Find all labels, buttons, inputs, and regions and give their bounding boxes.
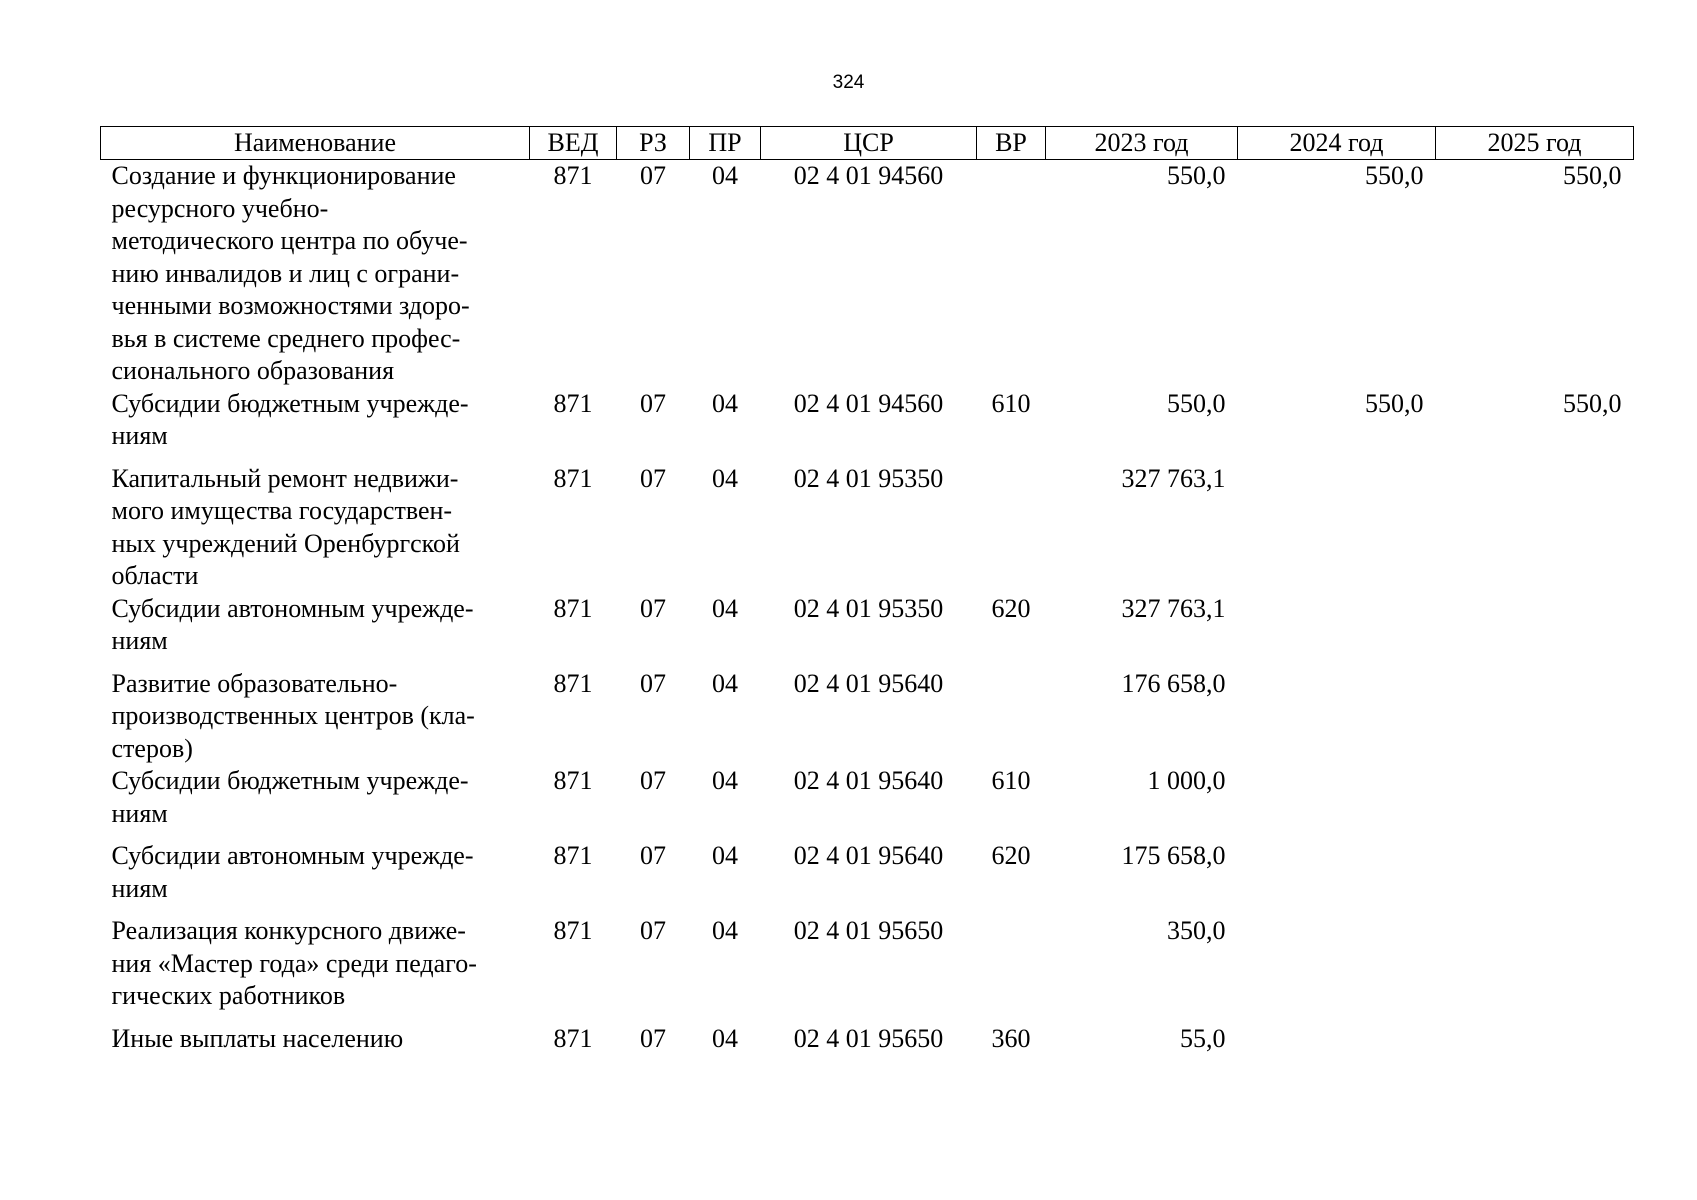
table-row (101, 1023, 1634, 1066)
row-csr: 02 4 01 95350 (793, 463, 944, 493)
row-csr: 02 4 01 94560 (793, 161, 944, 190)
row-2024 (1238, 593, 1436, 668)
row-rz: 07 (640, 916, 666, 945)
row-csr: 02 4 01 95640 (793, 766, 944, 795)
row-csr: 02 4 01 95650 (793, 916, 944, 945)
header-name: Наименование (101, 127, 530, 160)
row-2025: 550,0 (1563, 161, 1622, 190)
row-ved: 871 (553, 388, 593, 418)
row-ved: 871 (553, 463, 593, 493)
row-rz: 07 (640, 388, 666, 418)
row-vr: 620 (991, 841, 1031, 870)
row-name: Развитие образовательно- производственных центров (кла- стеров) (111, 668, 475, 763)
row-vr (977, 668, 1046, 766)
row-pr: 04 (712, 841, 738, 870)
table-row (101, 915, 1634, 1023)
row-vr: 360 (991, 1023, 1031, 1053)
row-name: Субсидии автономным учрежде- ниям (111, 593, 474, 655)
row-2023: 327 763,1 (1121, 593, 1226, 623)
row-2025 (1436, 593, 1634, 668)
table-row (101, 463, 1634, 593)
row-2024 (1238, 840, 1436, 915)
row-vr: 610 (991, 766, 1031, 795)
row-2023: 176 658,0 (1121, 668, 1226, 698)
row-2025: 550,0 (1563, 388, 1622, 418)
row-2024 (1238, 1023, 1436, 1066)
row-csr: 02 4 01 95350 (793, 593, 944, 623)
row-2025 (1436, 915, 1634, 1023)
row-2024 (1238, 463, 1436, 593)
row-vr: 620 (991, 593, 1031, 623)
row-ved: 871 (553, 1023, 593, 1053)
row-pr: 04 (712, 916, 738, 945)
row-name: Иные выплаты населению (111, 1023, 404, 1053)
row-2024 (1238, 668, 1436, 766)
row-name: Капитальный ремонт недвижи- мого имущества государствен- ных учреждений Оренбургской области (111, 463, 460, 590)
row-pr: 04 (712, 1023, 738, 1053)
row-rz: 07 (640, 463, 666, 493)
row-name: Субсидии бюджетным учрежде- ниям (111, 388, 469, 450)
row-ved: 871 (553, 668, 593, 698)
row-pr: 04 (712, 668, 738, 698)
header-csr: ЦСР (761, 127, 977, 160)
row-name: Реализация конкурсного движе- ния «Мастер года» среди педаго- гических работников (111, 916, 477, 1010)
header-rz: РЗ (617, 127, 690, 160)
row-ved: 871 (553, 161, 593, 190)
header-vr: ВР (977, 127, 1046, 160)
row-name: Создание и функционирование ресурсного учебно- методического центра по обуче- нию инвалидов и лиц с ограни- ченными возможностями здоро- вья в системе среднего профес- сионального образования (111, 161, 470, 385)
row-2025 (1436, 840, 1634, 915)
row-name: Субсидии бюджетным учрежде- ниям (111, 766, 469, 828)
row-2023: 1 000,0 (1147, 766, 1226, 795)
row-2024 (1238, 765, 1436, 840)
row-rz: 07 (640, 841, 666, 870)
row-2023: 327 763,1 (1121, 463, 1226, 493)
table-row (101, 160, 1634, 388)
row-rz: 07 (640, 668, 666, 698)
header-2023: 2023 год (1046, 127, 1238, 160)
row-2024: 550,0 (1365, 161, 1424, 190)
row-ved: 871 (553, 841, 593, 870)
table-header-row (101, 127, 1634, 160)
row-pr: 04 (712, 593, 738, 623)
budget-table (100, 126, 1634, 1065)
row-ved: 871 (553, 593, 593, 623)
row-2023: 550,0 (1167, 388, 1226, 418)
row-rz: 07 (640, 766, 666, 795)
row-vr (977, 463, 1046, 593)
row-2023: 55,0 (1180, 1023, 1226, 1053)
row-2024: 550,0 (1365, 388, 1424, 418)
row-vr (977, 915, 1046, 1023)
row-2025 (1436, 765, 1634, 840)
row-pr: 04 (712, 766, 738, 795)
row-ved: 871 (553, 916, 593, 945)
row-pr: 04 (712, 388, 738, 418)
row-rz: 07 (640, 593, 666, 623)
header-2025: 2025 год (1436, 127, 1634, 160)
row-csr: 02 4 01 95640 (793, 841, 944, 870)
row-2023: 350,0 (1167, 916, 1226, 945)
row-csr: 02 4 01 95650 (793, 1023, 944, 1053)
row-2025 (1436, 463, 1634, 593)
table-row (101, 593, 1634, 668)
header-2024: 2024 год (1238, 127, 1436, 160)
row-vr (977, 160, 1046, 388)
row-pr: 04 (712, 161, 738, 190)
table-row (101, 765, 1634, 840)
row-2025 (1436, 668, 1634, 766)
table-row (101, 668, 1634, 766)
row-vr: 610 (991, 388, 1031, 418)
row-2023: 550,0 (1167, 161, 1226, 190)
row-rz: 07 (640, 161, 666, 190)
row-2023: 175 658,0 (1121, 841, 1226, 870)
table-row (101, 840, 1634, 915)
row-pr: 04 (712, 463, 738, 493)
header-ved: ВЕД (530, 127, 617, 160)
row-ved: 871 (553, 766, 593, 795)
row-csr: 02 4 01 94560 (793, 388, 944, 418)
row-2024 (1238, 915, 1436, 1023)
row-2025 (1436, 1023, 1634, 1066)
page-number: 324 (832, 72, 865, 93)
row-rz: 07 (640, 1023, 666, 1053)
row-csr: 02 4 01 95640 (793, 668, 944, 698)
table-row (101, 388, 1634, 463)
header-pr: ПР (690, 127, 761, 160)
row-name: Субсидии автономным учрежде- ниям (111, 841, 474, 903)
